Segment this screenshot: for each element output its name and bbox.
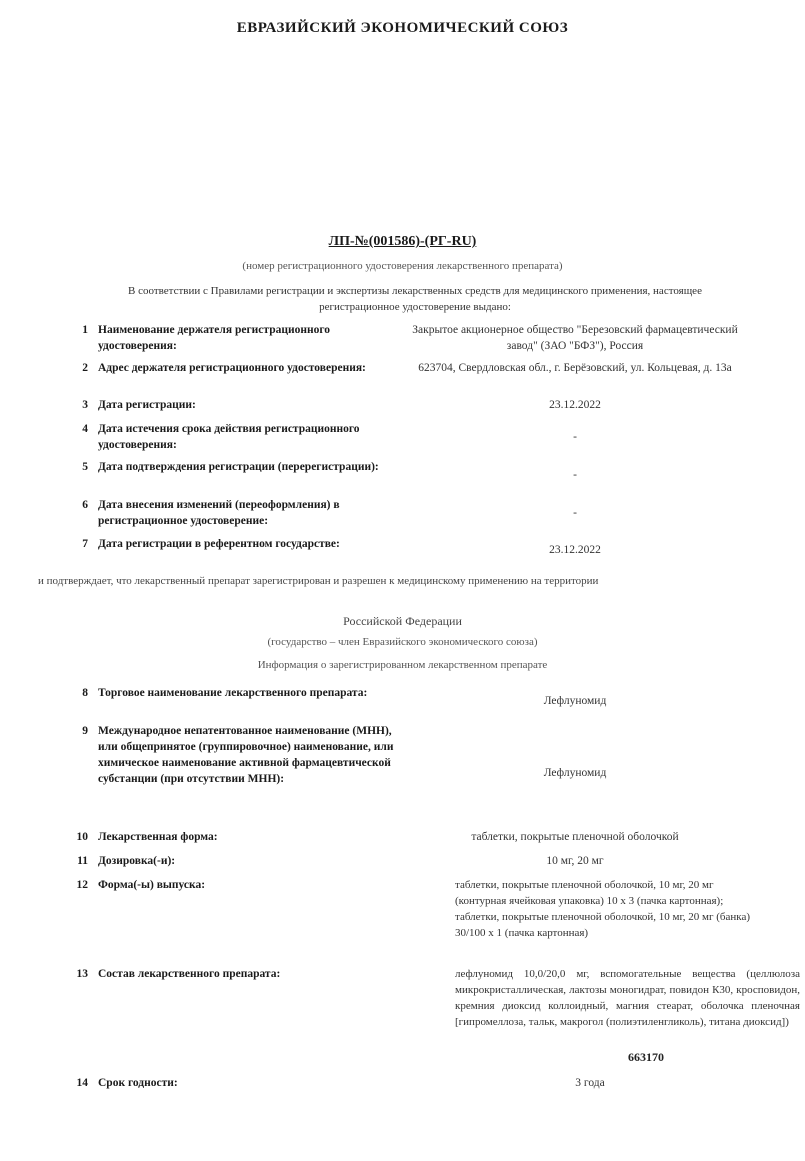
row-number: 3 [82, 399, 88, 411]
row-value: лефлуномид 10,0/20,0 мг, вспомогательные вещества (целлюлоза микрокристаллическая, лактозы моногидрат, повидон К30, кросповидон, кремния диоксид коллоидный, магния стеарат, оболочка пленочная [гипромеллоза, тальк, макрогол (полиэтиленгликоль), титана диоксид]) [455, 968, 800, 1028]
row-number: 8 [82, 687, 88, 699]
row-label: Дозировка(-и): [98, 855, 176, 867]
row-label: Международное непатентованное наименование (МНН), или общепринятое (группировочное) наименование, или химическое наименование активной фармацевтической субстанции (при отсутствии МНН): [98, 725, 394, 785]
row-label: Лекарственная форма: [98, 831, 218, 843]
row-value: - [573, 507, 577, 519]
row-label: Дата регистрации: [98, 399, 196, 411]
country-caption: (государство – член Евразийского экономического союза) [267, 636, 538, 648]
row-dosage [60, 853, 750, 871]
row-label: Срок годности: [98, 1077, 178, 1089]
row-inn [60, 723, 750, 823]
row-label: Дата истечения срока действия регистрационного удостоверения: [98, 423, 360, 451]
row-confirmation-date [60, 459, 750, 493]
row-release-forms [60, 877, 750, 957]
row-holder-name [60, 322, 750, 356]
row-value: Закрытое акционерное общество "Березовский фармацевтический завод" (ЗАО "БФЗ"), Россия [412, 324, 738, 352]
row-composition [60, 966, 800, 1062]
row-value: - [573, 431, 577, 443]
row-label: Дата подтверждения регистрации (перерегистрации): [98, 461, 379, 473]
row-number: 2 [82, 362, 88, 374]
row-label: Дата регистрации в референтном государстве: [98, 538, 340, 550]
row-value: таблетки, покрытые пленочной оболочкой, 10 мг, 20 мг (контурная ячейковая упаковка) 10 х 3 (пачка картонная); таблетки, покрытые пленочной оболочкой, 10 мг, 20 мг (банка) 30/100 х 1 (пачка картонная) [455, 879, 750, 939]
row-value: Лефлуномид [543, 695, 607, 707]
row-number: 11 [77, 855, 88, 867]
row-holder-address [60, 360, 750, 394]
row-amendment-date [60, 497, 750, 531]
registration-number-caption: (номер регистрационного удостоверения лекарственного препарата) [242, 260, 563, 272]
approval-statement: и подтверждает, что лекарственный препарат зарегистрирован и разрешен к медицинскому применению на территории [38, 575, 599, 587]
row-number: 13 [76, 968, 88, 980]
row-number: 1 [82, 324, 88, 336]
serial-mark: 663170 [628, 1050, 664, 1064]
row-label: Форма(-ы) выпуска: [98, 879, 206, 891]
row-registration-date [60, 397, 750, 415]
row-label: Состав лекарственного препарата: [98, 968, 281, 980]
row-value: - [573, 469, 577, 481]
info-caption: Информация о зарегистрированном лекарственном препарате [257, 659, 548, 671]
row-expiry-date [60, 421, 750, 455]
row-label: Торговое наименование лекарственного препарата: [98, 687, 368, 699]
row-trade-name [60, 685, 750, 719]
registration-number-text: ЛП-№(001586)-(РГ-RU) [328, 234, 477, 249]
row-number: 14 [76, 1077, 88, 1089]
row-value: 23.12.2022 [549, 544, 601, 556]
registration-number [0, 234, 805, 250]
row-number: 12 [76, 879, 88, 891]
country-name: Российской Федерации [343, 614, 462, 628]
row-shelf-life [60, 1075, 750, 1093]
row-number: 4 [82, 423, 88, 435]
row-label: Адрес держателя регистрационного удостоверения: [98, 362, 366, 374]
row-value: Лефлуномид [543, 767, 607, 779]
row-number: 6 [82, 499, 88, 511]
row-value: 23.12.2022 [549, 399, 601, 411]
row-dosage-form [60, 829, 750, 847]
union-title: ЕВРАЗИЙСКИЙ ЭКОНОМИЧЕСКИЙ СОЮЗ [236, 20, 569, 36]
row-number: 9 [82, 725, 88, 737]
row-number: 10 [76, 831, 88, 843]
row-reference-date [60, 536, 750, 570]
row-number: 7 [82, 538, 88, 550]
row-label: Дата внесения изменений (переоформления) в регистрационное удостоверение: [98, 499, 340, 527]
row-value: таблетки, покрытые пленочной оболочкой [471, 831, 679, 843]
row-number: 5 [82, 461, 88, 473]
row-label: Наименование держателя регистрационного удостоверения: [98, 324, 331, 352]
row-value: 10 мг, 20 мг [546, 855, 604, 867]
intro-text: В соответствии с Правилами регистрации и экспертизы лекарственных средств для медицинского применения, настоящее регистрационное удостоверение выдано: [128, 285, 702, 313]
row-value: 3 года [575, 1077, 605, 1089]
row-value: 623704, Свердловская обл., г. Берёзовский, ул. Кольцевая, д. 13а [418, 362, 732, 374]
